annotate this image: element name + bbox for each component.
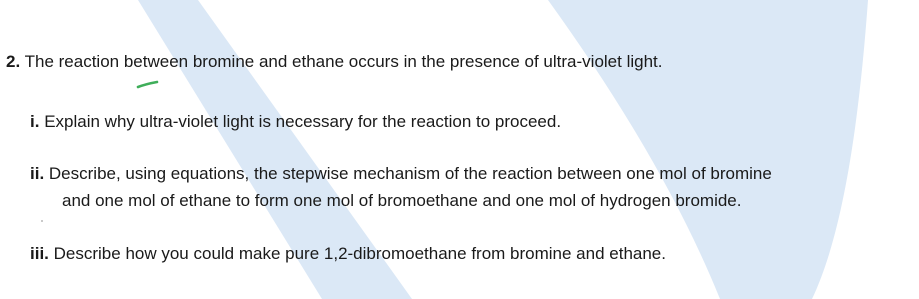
question-number: 2. bbox=[6, 52, 21, 71]
part-i-text: Explain why ultra-violet light is necessary for the reaction to proceed. bbox=[44, 112, 562, 131]
stray-dot bbox=[41, 220, 43, 222]
part-ii bbox=[30, 164, 772, 184]
part-iii bbox=[30, 244, 666, 264]
part-ii-label: ii. bbox=[30, 164, 45, 183]
green-pen-mark bbox=[136, 79, 160, 89]
part-iii-label: iii. bbox=[30, 244, 49, 263]
part-ii-text-line-1: Describe, using equations, the stepwise mechanism of the reaction between one mol of bromine bbox=[48, 164, 772, 183]
part-i bbox=[30, 112, 561, 132]
part-i-label: i. bbox=[30, 112, 40, 131]
part-iii-text: Describe how you could make pure 1,2-dibromoethane from bromine and ethane. bbox=[53, 244, 666, 263]
part-ii-text-line-2: and one mol of ethane to form one mol of bromoethane and one mol of hydrogen bromide. bbox=[62, 191, 742, 210]
question-text: The reaction between bromine and ethane occurs in the presence of ultra-violet light. bbox=[24, 52, 663, 71]
question-2 bbox=[6, 52, 662, 72]
part-ii-continuation bbox=[62, 191, 742, 211]
